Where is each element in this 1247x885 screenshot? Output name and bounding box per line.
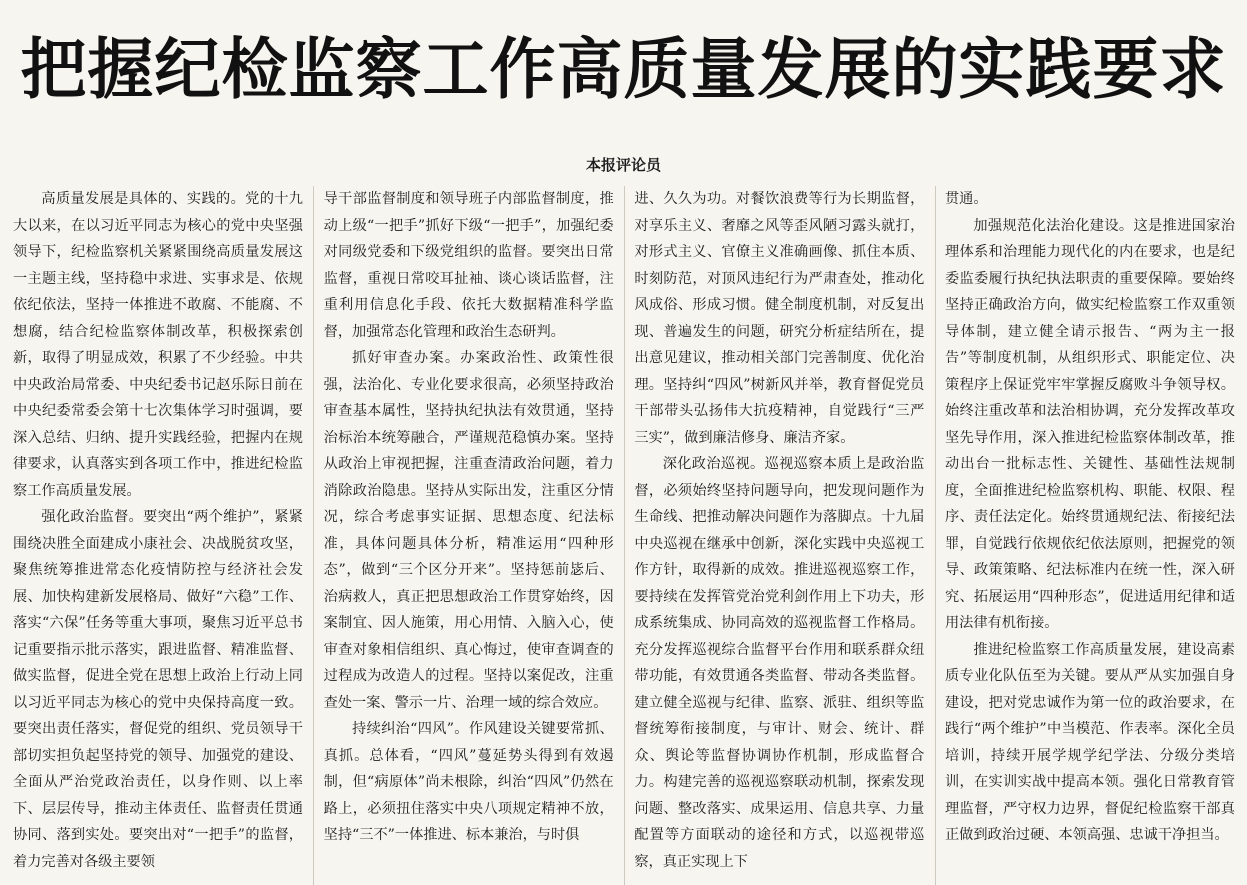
column-2	[324, 186, 614, 885]
column-4	[945, 186, 1235, 885]
paragraph: 导干部监督制度和领导班子内部监督制度，推动上级“一把手”抓好下级“一把手”，加强纪委对同级党委和下级党组织的监督。要突出日常监督，重视日常咬耳扯袖、谈心谈话监督，注重利用信息化手段、依托大数据精准科学监督，加强常态化管理和政治生态研判。	[323, 191, 614, 340]
paragraph: 强化政治监督。要突出“两个维护”，紧紧围绕决胜全面建成小康社会、决战脱贫攻坚，聚焦统筹推进常态化疫情防控与经济社会发展、加快构建新发展格局、做好“六稳”工作、落实“六保”任务等重大事项，聚焦习近平总书记重要指示批示落实，跟进监督、精准监督、做实监督，促进全党在思想上政治上行动上同以习近平同志为核心的党中央保持高度一致。要突出责任落实，督促党的组织、党员领导干部切实担负起坚持党的领导、加强党的建设、全面从严治党政治责任，以身作则、以上率下、层层传导，推动主体责任、监督责任贯通协同、落到实处。要突出对“一把手”的监督，着力完善对各级主要领	[13, 509, 303, 870]
paragraph: 抓好审查办案。办案政治性、政策性很强，法治化、专业化要求很高，必须坚持政治审查基本属性，坚持执纪执法有效贯通，坚持治标治本统筹融合，严谨规范稳慎办案。坚持从政治上审视把握，注重查清政治问题，着力消除政治隐患。坚持从实际出发，注重区分情况，综合考虑事实证据、思想态度、纪法标准，具体问题具体分析，精准运用“四种形态”，做到“三个区分开来”。坚持惩前毖后、治病救人，真正把思想政治工作贯穿始终，因案制宜、因人施策，用心用情、入脑入心，使审查对象相信组织、真心悔过，使审查调查的过程成为改造人的过程。坚持以案促改，注重查处一案、警示一片、治理一域的综合效应。	[323, 350, 614, 711]
paragraph: 深化政治巡视。巡视巡察本质上是政治监督，必须始终坚持问题导向，把发现问题作为生命线、把推动解决问题作为落脚点。十九届中央巡视在继承中创新，深化实践中央巡视工作方针，取得新的成效。推进巡视巡察工作，要持续在发挥管党治党利剑作用上下功夫，形成系统集成、协同高效的巡视监督工作格局。充分发挥巡视综合监督平台作用和联系群众纽带功能，有效贯通各类监督、带动各类监督。建立健全巡视与纪律、监察、派驻、组织等监督统筹衔接制度，与审计、财会、统计、群众、舆论等监督协调协作机制，形成监督合力。构建完善的巡视巡察联动机制，探索发现问题、整改落实、成果运用、信息共享、力量配置等方面联动的途径和方式，以巡视带巡察，真正实现上下	[634, 456, 925, 870]
article-body	[13, 186, 1235, 885]
paragraph: 贯通。	[944, 191, 988, 207]
paragraph: 高质量发展是具体的、实践的。党的十九大以来，在以习近平同志为核心的党中央坚强领导下，纪检监察机关紧紧围绕高质量发展这一主题主线，坚持稳中求进、实事求是、依规依纪依法，坚持一体推进不敢腐、不能腐、不想腐，结合纪检监察体制改革，积极探索创新，取得了明显成效，积累了不少经验。中共中央政治局常委、中央纪委书记赵乐际日前在中央纪委常委会第十七次集体学习时强调，要深入总结、归纳、提升实践经验，把握内在规律要求，认真落实到各项工作中，推进纪检监察工作高质量发展。	[13, 191, 303, 499]
paragraph: 推进纪检监察工作高质量发展，建设高素质专业化队伍至为关键。要从严从实加强自身建设，把对党忠诚作为第一位的政治要求，在践行“两个维护”中当模范、作表率。深化全员培训，持续开展学规学纪学法、分级分类培训，在实训实战中提高本领。强化日常教育管理监督，严守权力边界，督促纪检监察干部真正做到政治过硬、本领高强、忠诚干净担当。	[944, 641, 1235, 843]
paragraph: 持续纠治“四风”。作风建设关键要常抓、真抓。总体看，“四风”蔓延势头得到有效遏制，但“病原体”尚未根除，纠治“四风”仍然在路上，必须扭住落实中央八项规定精神不放，坚持“三不”一体推进、标本兼治，与时俱	[323, 721, 614, 843]
article-byline: 本报评论员	[585, 156, 661, 174]
paragraph: 加强规范化法治化建设。这是推进国家治理体系和治理能力现代化的内在要求，也是纪委监委履行执纪执法职责的重要保障。要始终坚持正确政治方向，做实纪检监察工作双重领导体制，建立健全请示报告、“两为主一报告”等制度机制，从组织形式、职能定位、决策程序上保证党牢牢掌握反腐败斗争领导权。始终注重改革和法治相协调，充分发挥改革攻坚先导作用，深入推进纪检监察体制改革，推动出台一批标志性、关键性、基础性法规制度，全面推进纪检监察机构、职能、权限、程序、责任法定化。始终贯通规纪法、衔接纪法罪，自觉践行依规依纪依法原则，把握党的领导、政策策略、纪法标准内在统一性，深入研究、拓展运用“四种形态”，促进适用纪律和适用法律有机衔接。	[944, 217, 1235, 631]
column-1	[13, 186, 303, 885]
column-3	[634, 186, 924, 885]
paragraph: 进、久久为功。对餐饮浪费等行为长期监督，对享乐主义、奢靡之风等歪风陋习露头就打，对形式主义、官僚主义准确画像、抓住本质、时刻防范，对顶风违纪行为严肃查处，推动化风成俗、形成习惯。健全制度机制，对反复出现、普遍发生的问题，研究分析症结所在，提出意见建议，推动相关部门完善制度、优化治理。坚持纠“四风”树新风并举，教育督促党员干部带头弘扬伟大抗疫精神，自觉践行“三严三实”，做到廉洁修身、廉洁齐家。	[634, 191, 925, 446]
article-title: 把握纪检监察工作高质量发展的实践要求	[20, 31, 1227, 108]
